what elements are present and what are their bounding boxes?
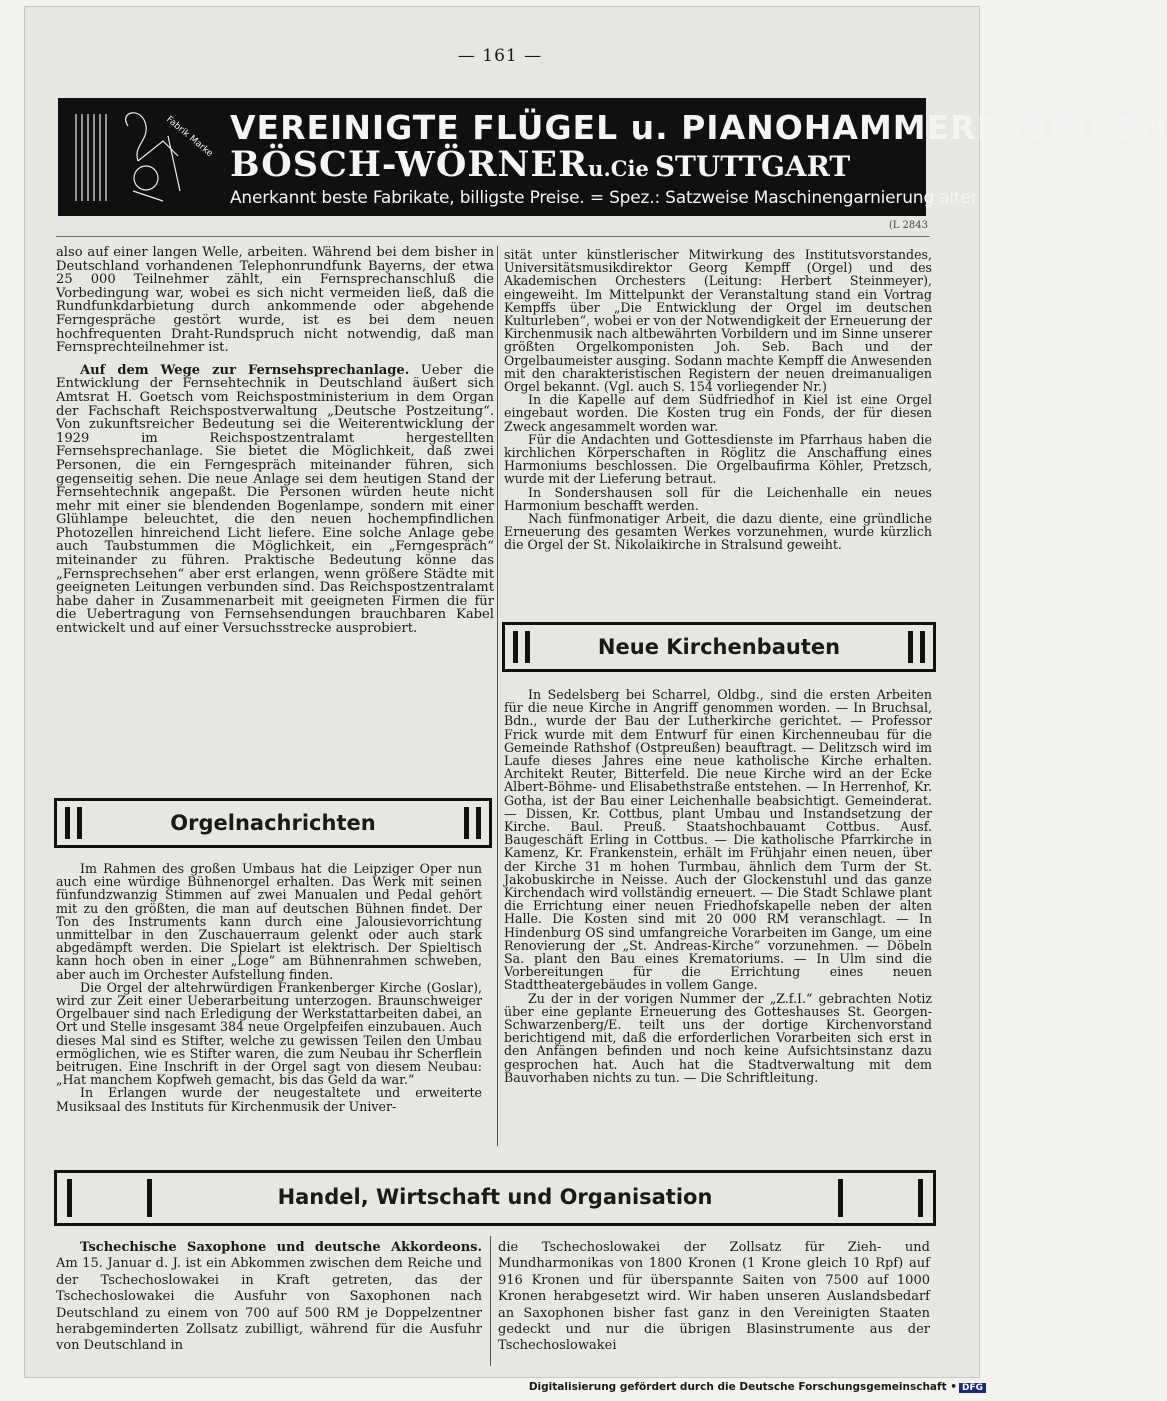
advertisement-banner	[58, 98, 1167, 216]
paragraph: sität unter künstlerischer Mitwirkung des Institutsvorstandes, Universitätsmusikdirektor Georg Kempff (Orgel) und des Akademischen Orchesters (Leitung: Herbert Steinmeyer), eingeweiht. Im Mittelpunkt der Veranstaltung stand ein Vortrag Kempffs über „Die Entwicklung der Orgel im deutschen Kulturleben“, wobei er von der Notwendigkeit der Erneuerung der Kirchenmusik nach altbewährten Vorbildern und im Sinne unserer größten Orgelkomponisten Joh. Seb. Bach und der Orgelbaumeister ausging. Sodann machte Kempff die Anwesenden mit den charakteristischen Registern der neuen dreimanualigen Orgel bekannt. (Vgl. auch S. 154 vorliegender Nr.)	[504, 247, 932, 395]
section-header-orgel	[54, 798, 492, 848]
column-divider	[497, 246, 498, 1146]
svg-text:Fabrik Marke: Fabrik Marke	[164, 114, 215, 160]
kirchen-text	[504, 688, 932, 1084]
dfg-logo: DFG	[959, 1383, 986, 1393]
paragraph: In Sedelsberg bei Scharrel, Oldbg., sind die ersten Arbeiten für die neue Kirche in Angriff genommen worden. — In Bruchsal, Bdn., wurde der Bau der Lutherkirche gerichtet. — Professor Frick wurde mit dem Entwurf für einen Kirchenneubau für die Gemeinde Rathshof (Ostpreußen) beauftragt. — Delitzsch wird im Laufe dieses Jahres eine neue katholische Kirche erhalten. Architekt Reuter, Bitterfeld. Die neue Kirche wird an der Ecke Albert-Böhme- und Elisabethstraße entstehen. — In Herrenhof, Kr. Gotha, ist der Bau einer Leichenhalle beabsichtigt. Gemeinderat. — Dissen, Kr. Cottbus, plant Umbau und Instandsetzung der Kirche. Baul. Preuß. Staatshochbauamt Cottbus. Ausf. Baugeschäft Erling in Cottbus. — Die katholische Pfarrkirche in Kamenz, Kr. Frankenstein, erhält im Frühjahr einen neuen, über der Kirche 31 m hohen Turmbau, ähnlich dem Turm der St. Jakobuskirche in Neisse. Auch der Glockenstuhl und das ganze Kirchendach wird vollständig erneuert. — Die Stadt Schlawe plant die Errichtung einer neuen Friedhofskapelle neben der alten Halle. Die Kosten sind mit 20 000 RM veranschlagt. — In Hindenburg OS sind umfangreiche Vorarbeiten im Gange, um eine Renovierung der „St. Andreas-Kirche“ vorzunehmen. — Döbeln Sa. plant den Bau eines Krematoriums. — In Ulm sind die Vorbereitungen für die Errichtung eines neuen Stadttheatergebäudes in vollem Gange.	[504, 687, 932, 993]
credit-text: Digitalisierung gefördert durch die Deutsche Forschungsgemeinschaft •	[528, 1381, 957, 1393]
paragraph: Nach fünfmonatiger Arbeit, die dazu diente, eine gründliche Erneuerung des gesamten Werkes vorzunehmen, wurde kürzlich die Orgel der St. Nikolaikirche in Stralsund geweiht.	[504, 511, 932, 553]
section-header-handel	[54, 1170, 936, 1226]
section-title: Orgelnachrichten	[170, 811, 376, 835]
ad-code: (L 2843	[888, 220, 928, 231]
divider-rule	[56, 236, 930, 237]
paragraph	[56, 1240, 482, 1355]
digitization-credit	[529, 1381, 986, 1393]
left-column-text	[56, 246, 494, 636]
ad-company-suffix: u.Cie	[588, 156, 649, 181]
ad-line-1: VEREINIGTE FLÜGEL u. PIANOHAMMERFABRIKEN	[230, 108, 1167, 147]
right-column-text	[504, 248, 932, 552]
section-title: Neue Kirchenbauten	[597, 635, 841, 659]
paragraph-heading: Tschechische Saxophone und deutsche Akkordeons.	[80, 1240, 482, 1255]
paragraph: Im Rahmen des großen Umbaus hat die Leipziger Oper nun auch eine würdige Bühnenorgel erhalten. Das Werk mit seinen fünfundzwanzig Stimmen auf zwei Manualen und Pedal gehört mit zu den größten, die man auf deutschen Bühnen findet. Der Ton des Instruments kann durch eine Jalousievorrichtung unmittelbar in den Zuschauerraum gelenkt oder auch stark abgedämpft werden. Die Spielart ist elektrisch. Der Spieltisch kann hoch oben in einer „Loge“ am Bühnenrahmen schweben, aber auch im Orchester Aufstellung finden.	[56, 861, 482, 982]
ad-city: STUTTGART	[654, 150, 851, 183]
ad-company-name: BÖSCH-WÖRNER	[230, 144, 589, 185]
paragraph	[56, 364, 494, 636]
paragraph-body: Ueber die Entwicklung der Fernsehtechnik in Deutschland äußert sich Amtsrat H. Goetsch vom Reichspostministerium in dem Organ der Fachschaft Reichspostverwaltung „Deutsche Postzeitung“. Von zukunftsreicher Bedeutung sei die Weiterentwicklung der 1929 im Reichspostzentralamt hergestellten Fernsehsprechanlage. Sie bietet die Möglichkeit, daß zwei Personen, die ein Ferngespräch miteinander führen, sich gegenseitig sehen. Die neue Anlage sei dem heutigen Stand der Fernsehtechnik angepaßt. Die Personen würden heute nicht mehr mit einer sie blendenden Bogenlampe, sondern mit einer Glühlampe beleuchtet, die den neuen hochempfindlichen Photozellen hinreichend Licht liefere. Eine solche Anlage gebe auch Taubstummen die Möglichkeit, ein „Ferngespräch“ miteinander zu führen. Praktische Bedeutung könne das „Fernsprechsehen“ aber erst erlangen, wenn größere Städte mit geeigneten Leitungen verbunden sind. Das Reichspostzentralamt habe daher in Zusammenarbeit mit geeigneten Firmen die für die Uebertragung von Fernsehsendungen brauchbaren Kabel entwickelt und auf einer Versuchsstrecke ausprobiert.	[56, 362, 494, 637]
paragraph: In Erlangen wurde der neugestaltete und erweiterte Musiksaal des Instituts für Kirchenmusik der Univer-	[56, 1085, 482, 1114]
paragraph: Zu der in der vorigen Nummer der „Z.f.I.“ gebrachten Notiz über eine geplante Erneuerung des Gotteshauses St. Georgen-Schwarzenberg/E. teilt uns der dortige Kirchenvorstand berichtigend mit, daß die erforderlichen Vorarbeiten sich erst in den Anfängen befinden und noch keine Aufsichtsinstanz dazu gesprochen hat. Auch hat die Stadtverwaltung mit dem Bauvorhaben nichts zu tun. — Die Schriftleitung.	[504, 990, 932, 1085]
ad-line-2	[230, 144, 850, 185]
paragraph-body: Am 15. Januar d. J. ist ein Abkommen zwischen dem Reiche und der Tschechoslowakei in Kraft getreten, das der Tschechoslowakei die Ausfuhr von Saxophonen nach Deutschland zu einem von 700 auf 500 RM je Doppelzentner herabgeminderten Zollsatz zubilligt, während für die Ausfuhr von Deutschland in	[56, 1256, 482, 1354]
section-header-kirchen	[502, 622, 936, 672]
paragraph-heading: Auf dem Wege zur Fernsehsprechanlage.	[80, 362, 410, 378]
paragraph: Die Orgel der altehrwürdigen Frankenberger Kirche (Goslar), wird zur Zeit einer Ueberarbeitung unterzogen. Braunschweiger Orgelbauer sind nach Erledigung der Werkstattarbeiten dabei, an Ort und Stelle insgesamt 384 neue Orgelpfeifen einzubauen. Auch dieses Mal sind es Stifter, welche zu gewissen Teilen den Umbau ermöglichen, wie es Stifter waren, die zum Neubau ihr Scherflein beitrugen. Eine Inschrift in der Orgel sagt von diesem Neubau: „Hat manchem Kopfweh gemacht, bis das Geld da war.“	[56, 979, 482, 1088]
page-number: — 161 —	[457, 46, 543, 66]
ad-line-3: Anerkannt beste Fabrikate, billigste Preise. = Spez.: Satzweise Maschinengarnierung alter Hämmer.	[230, 188, 1059, 208]
paragraph: In die Kapelle auf dem Südfriedhof in Kiel ist eine Orgel eingebaut worden. Die Kosten trug ein Fonds, der für diesen Zweck angesammelt worden war.	[504, 392, 932, 434]
paragraph: In Sondershausen soll für die Leichenhalle ein neues Harmonium beschafft werden.	[504, 484, 932, 513]
paragraph: Für die Andachten und Gottesdienste im Pfarrhaus haben die kirchlichen Körperschaften in Röglitz die Anschaffung eines Harmoniums beschlossen. Die Orgelbaufirma Köhler, Pretzsch, wurde mit der Lieferung betraut.	[504, 431, 932, 487]
handel-right-text	[498, 1240, 930, 1355]
column-divider	[490, 1236, 491, 1366]
handel-left-text	[56, 1240, 482, 1355]
section-title: Handel, Wirtschaft und Organisation	[277, 1185, 713, 1209]
orgel-text	[56, 862, 482, 1113]
paragraph: also auf einer langen Welle, arbeiten. Während bei dem bisher in Deutschland vorhandenen Telephonrundfunk Bayerns, der etwa 25 000 Teilnehmer zählt, ein Fernsprechanschluß die Vorbedingung war, wobei es sich nicht vermeiden ließ, daß die Rundfunkdarbietung durch ankommende oder abgehende Ferngespräche gestört wurde, ist es bei dem neuen hochfrequenten Draht-Rundspruch nicht notwendig, daß man Fernsprechteilnehmer ist.	[56, 245, 494, 356]
paragraph: die Tschechoslowakei der Zollsatz für Zieh- und Mundharmonikas von 1800 Kronen (1 Krone gleich 10 Rpf) auf 916 Kronen und für überspannte Saiten von 7500 auf 1000 Kronen herabgesetzt wird. Wir haben unseren Auslandsbedarf an Saxophonen bisher fast ganz in den Vereinigten Staaten gedeckt und nur die übrigen Blasinstrumente aus der Tschechoslowakei	[498, 1240, 930, 1354]
trademark-logo	[68, 106, 218, 208]
